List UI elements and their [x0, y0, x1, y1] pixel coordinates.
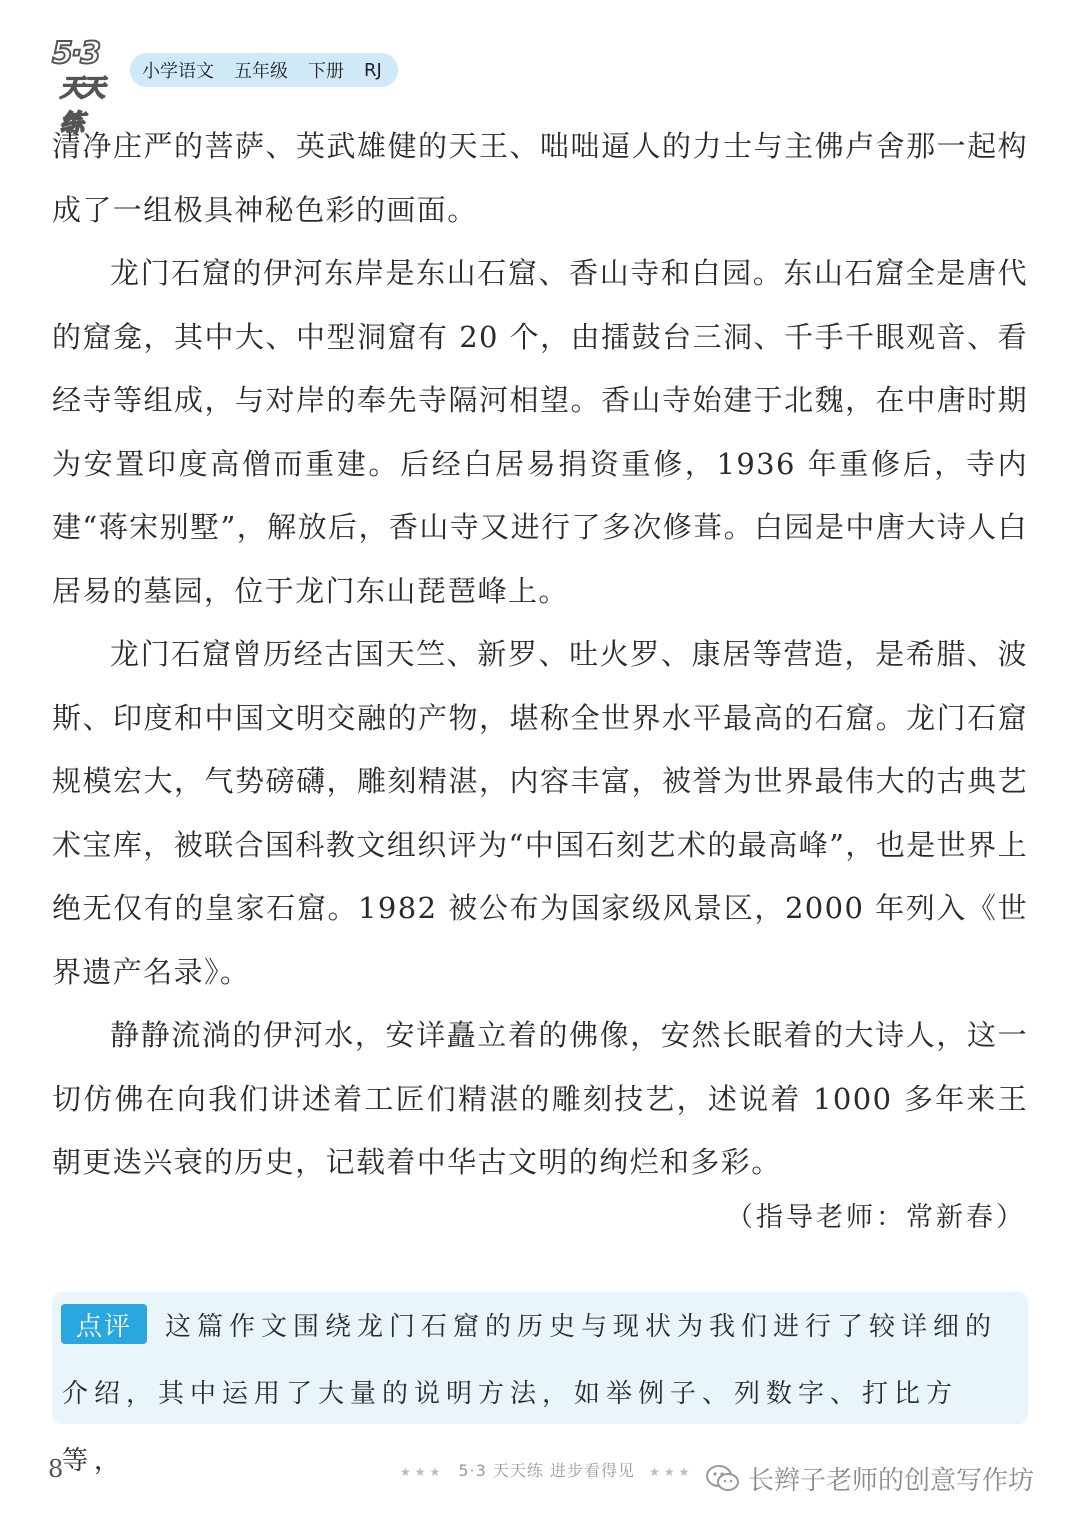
paragraph-3: 龙门石窟曾历经古国天竺、新罗、吐火罗、康居等营造，是希腊、波斯、印度和中国文明交融的产物，堪称全世界水平最高的石窟。龙门石窟规模宏大，气势磅礴，雕刻精湛，内容丰富，被誉为世界最伟大的古典艺术宝库，被联合国科教文组织评为“中国石刻艺术的最高峰”，也是世界上绝无仅有的皇家石窟。1982 被公布为国家级风景区，2000 年列入《世界遗产名录》。 — [52, 637, 1028, 989]
article-body — [52, 115, 1028, 1195]
logo-word: 天天练 — [60, 74, 102, 137]
stars-right: ★★★ — [649, 1465, 694, 1479]
breadcrumb — [130, 53, 398, 87]
slogan-text: 5·3 天天练 进步看得见 — [458, 1461, 635, 1480]
teacher-signature: （指导老师：常新春） — [726, 1202, 1026, 1233]
brand-logo — [48, 36, 122, 137]
breadcrumb-grade: 五年级 — [234, 61, 288, 82]
page-number: 8 — [48, 1455, 64, 1483]
breadcrumb-volume: 下册 — [308, 61, 344, 82]
wechat-icon — [706, 1464, 740, 1494]
watermark — [706, 1460, 1034, 1497]
breadcrumb-edition: RJ — [364, 59, 382, 81]
watermark-text: 长辫子老师的创意写作坊 — [748, 1466, 1035, 1496]
stars-left: ★★★ — [400, 1465, 445, 1479]
logo-number: 5·3 — [52, 36, 100, 71]
paragraph-1: 清净庄严的菩萨、英武雄健的天王、咄咄逼人的力士与主佛卢舍那一起构成了一组极具神秘色彩的画面。 — [52, 129, 1028, 227]
paragraph-4: 静静流淌的伊河水，安详矗立着的佛像，安然长眠着的大诗人，这一切仿佛在向我们讲述着工匠们精湛的雕刻技艺，述说着 1000 多年来王朝更迭兴衰的历史，记载着中华古文明的绚烂和多彩。 — [52, 1018, 1028, 1179]
comment-tag: 点评 — [61, 1304, 147, 1344]
paragraph-2: 龙门石窟的伊河东岸是东山石窟、香山寺和白园。东山石窟全是唐代的窟龛，其中大、中型洞窟有 20 个，由擂鼓台三洞、千手千眼观音、看经寺等组成，与对岸的奉先寺隔河相望。香山寺始建于北魏，在中唐时期为安置印度高僧而重建。后经白居易捐资重修，1936 年重修后，寺内建“蒋宋别墅”，解放后，香山寺又进行了多次修葺。白园是中唐大诗人白居易的墓园，位于龙门东山琵琶峰上。 — [52, 256, 1028, 608]
footer-slogan — [392, 1458, 701, 1481]
breadcrumb-subject: 小学语文 — [142, 61, 214, 82]
comment-text: 这篇作文围绕龙门石窟的历史与现状为我们进行了较详细的介绍，其中运用了大量的说明方法，如举例子、列数字、打比方等， — [62, 1312, 998, 1476]
